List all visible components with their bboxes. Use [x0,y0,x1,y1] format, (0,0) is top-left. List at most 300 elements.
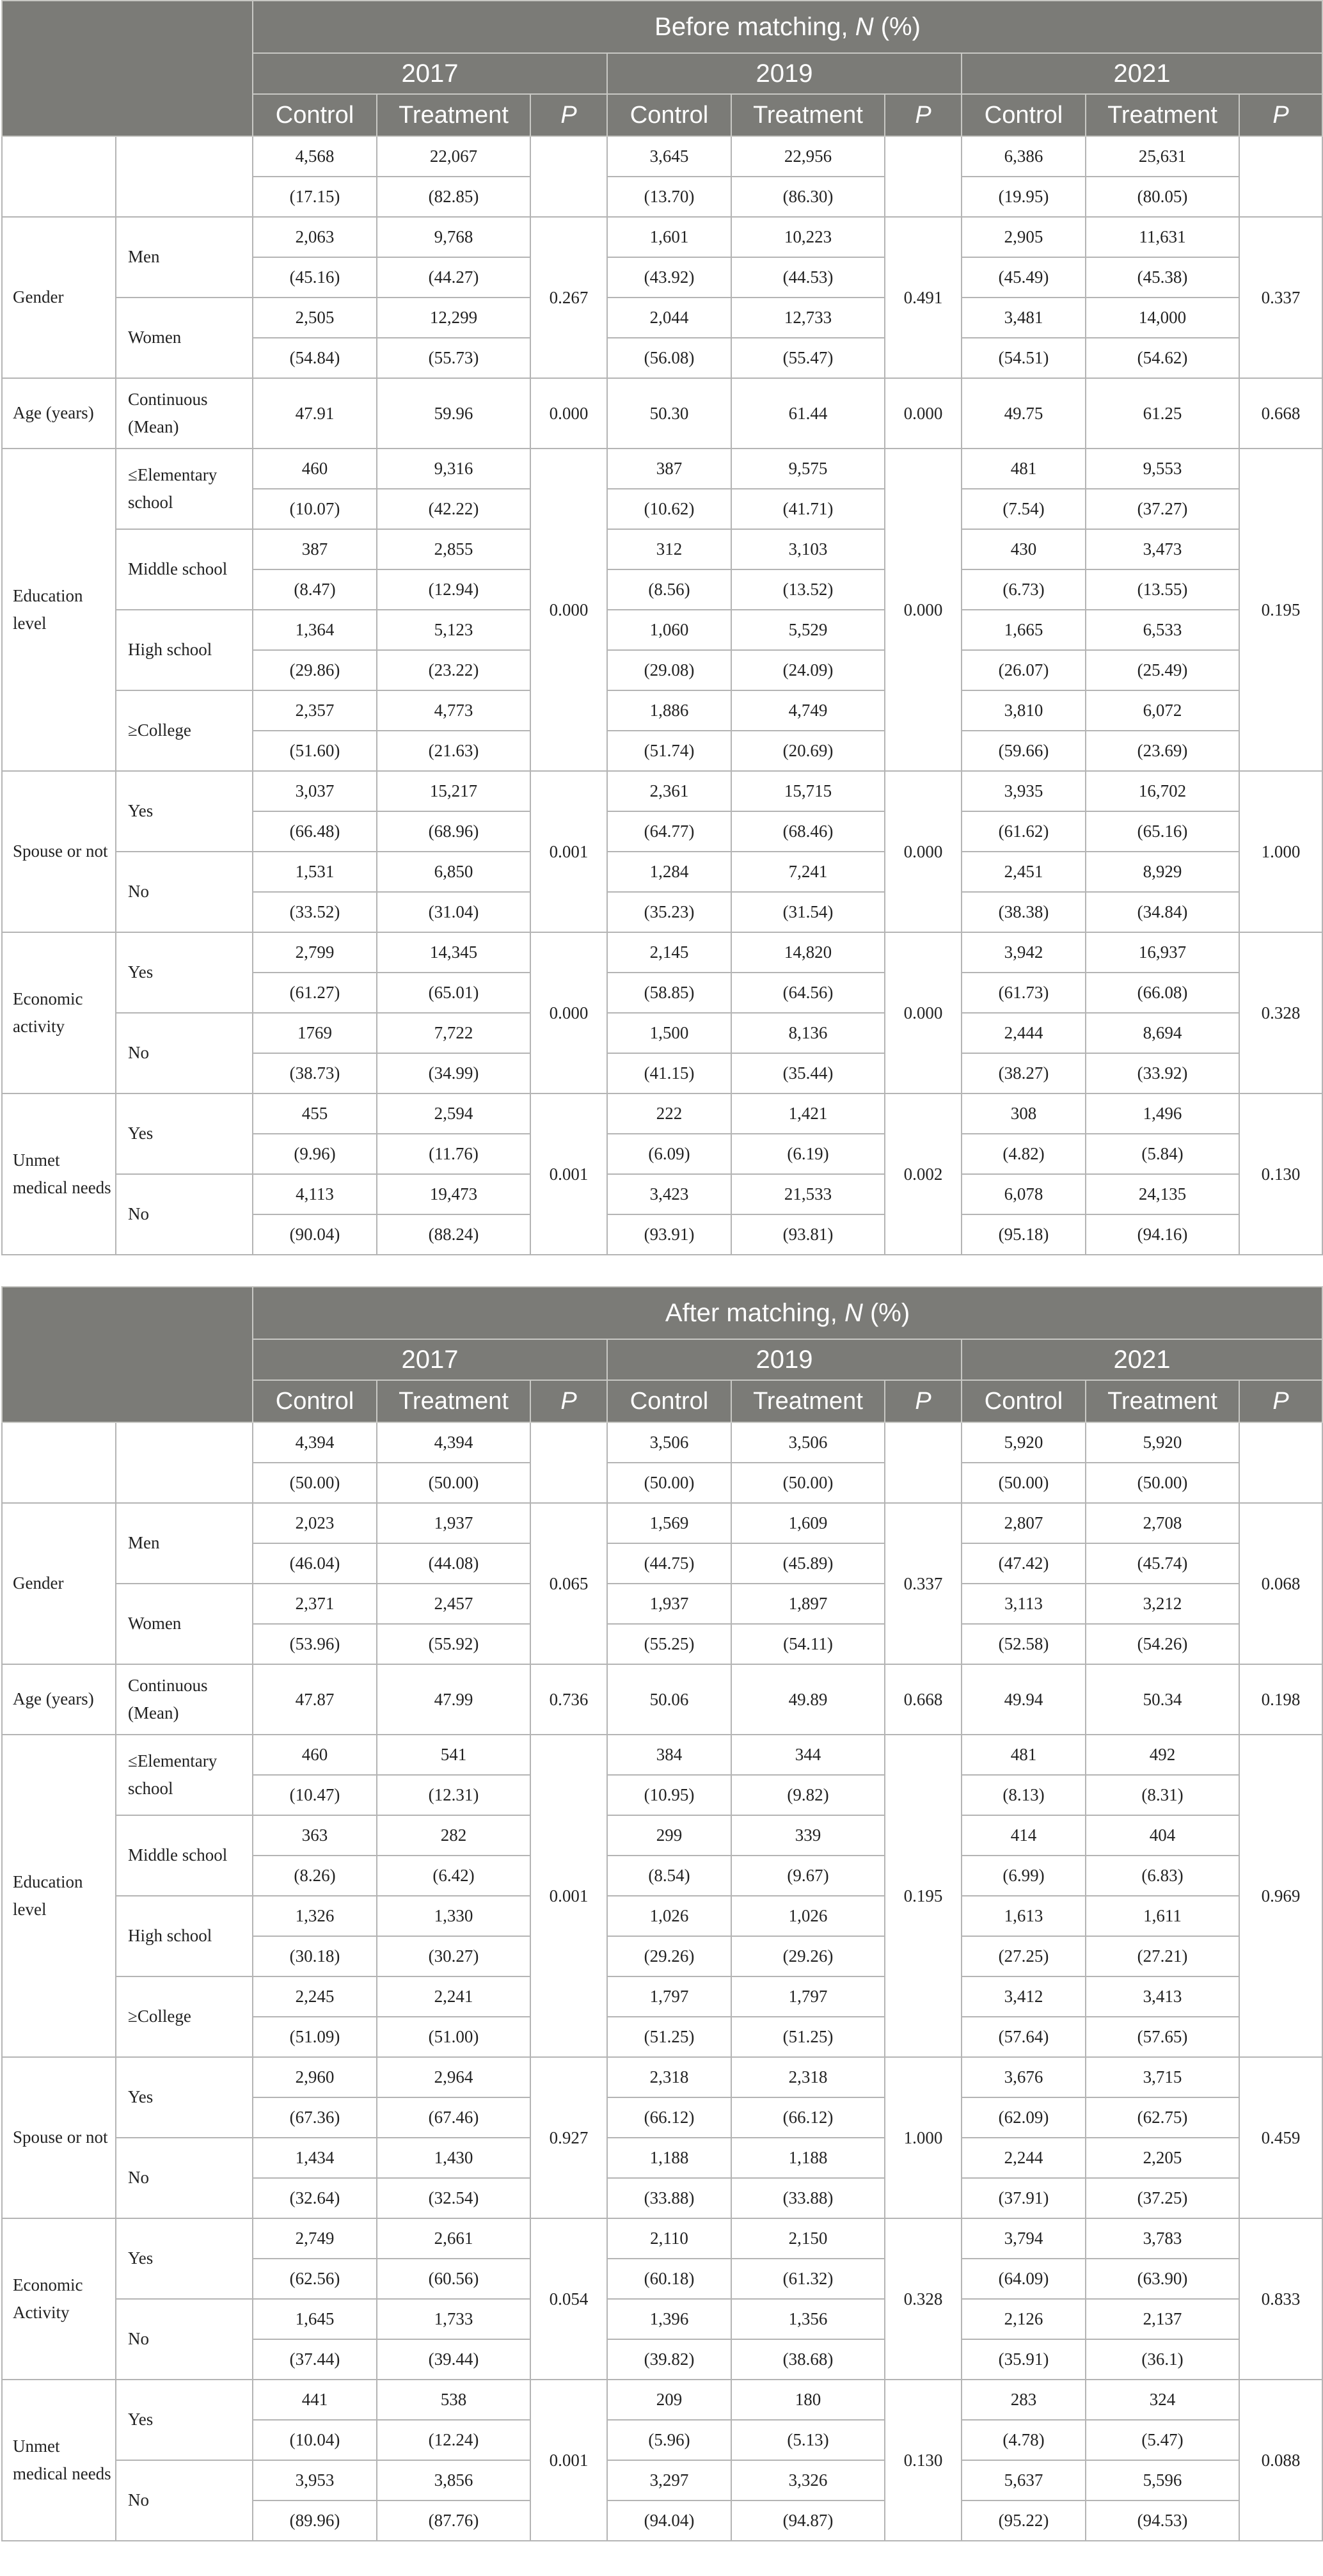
table-cell: (35.23) [607,892,731,932]
subcategory-label: Yes [116,2380,253,2460]
table-cell: 3,212 [1086,1584,1239,1624]
table-cell: 61.25 [1086,378,1239,449]
table-cell: (34.84) [1086,892,1239,932]
table-cell: (59.66) [962,731,1086,771]
table-cell: (51.25) [731,2017,885,2057]
table-cell: 460 [253,449,377,489]
table-cell: 2,241 [377,1976,530,2017]
table-cell: (65.01) [377,973,530,1013]
table-cell: 12,299 [377,298,530,338]
table-cell: (29.08) [607,650,731,690]
table-cell: 22,956 [731,136,885,177]
table-cell: (51.00) [377,2017,530,2057]
total-p-blank [885,1422,962,1503]
table-cell: 12,733 [731,298,885,338]
p-value: 0.969 [1239,1735,1322,2057]
control-header: Control [607,1380,731,1422]
table-cell: 5,637 [962,2460,1086,2500]
table-cell: 3,676 [962,2057,1086,2097]
table-cell: 3,856 [377,2460,530,2500]
table-cell: 2,960 [253,2057,377,2097]
table-cell: (51.09) [253,2017,377,2057]
table-cell: 19,473 [377,1174,530,1214]
table-cell: 15,217 [377,771,530,811]
table-cell: 1,430 [377,2138,530,2178]
table-cell: (17.15) [253,177,377,217]
table-cell: 3,297 [607,2460,731,2500]
table-cell: 2,594 [377,1093,530,1134]
subcategory-label: Yes [116,1093,253,1174]
p-value: 0.001 [530,1735,607,2057]
table-cell: 50.06 [607,1664,731,1735]
table-cell: (6.19) [731,1134,885,1174]
p-header-text: P [1272,101,1289,129]
p-value: 0.491 [885,217,962,378]
table-cell: (30.18) [253,1936,377,1976]
table-cell: (67.36) [253,2097,377,2138]
table-cell: 2,205 [1086,2138,1239,2178]
table-cell: 2,457 [377,1584,530,1624]
p-value: 0.833 [1239,2218,1322,2380]
table-cell: 3,810 [962,690,1086,731]
section-label: Gender [2,1503,116,1664]
table-cell: 6,078 [962,1174,1086,1214]
table-cell: 460 [253,1735,377,1775]
table-cell: 324 [1086,2380,1239,2420]
table-cell: (6.42) [377,1856,530,1896]
table-cell: (5.84) [1086,1134,1239,1174]
table-cell: (80.05) [1086,177,1239,217]
table-cell: (94.87) [731,2500,885,2541]
table-cell: 5,920 [962,1422,1086,1463]
table-cell: 3,942 [962,932,1086,973]
table-cell: 2,023 [253,1503,377,1543]
table-cell: 2,318 [731,2057,885,2097]
control-header: Control [253,1380,377,1422]
table-cell: 14,000 [1086,298,1239,338]
table-cell: 344 [731,1735,885,1775]
table-cell: 2,799 [253,932,377,973]
table-cell: 2,137 [1086,2299,1239,2339]
table-cell: 384 [607,1735,731,1775]
table-cell: 7,241 [731,852,885,892]
subcategory-label: ≤Elementary school [116,449,253,529]
table-cell: 24,135 [1086,1174,1239,1214]
table-cell: (10.47) [253,1775,377,1815]
table-cell: (86.30) [731,177,885,217]
section-label: Spouse or not [2,2057,116,2218]
table-cell: (55.47) [731,338,885,378]
table-cell: (37.25) [1086,2178,1239,2218]
year-header: 2021 [962,53,1322,94]
table-cell: 1,937 [607,1584,731,1624]
subcategory-label: No [116,1174,253,1255]
table-cell: 2,505 [253,298,377,338]
control-header: Control [962,94,1086,136]
table-cell: (94.16) [1086,1214,1239,1255]
table-cell: 3,037 [253,771,377,811]
table-cell: (87.76) [377,2500,530,2541]
table-cell: 1,797 [607,1976,731,2017]
table-cell: (66.08) [1086,973,1239,1013]
subcategory-label: High school [116,610,253,690]
table-cell: 1,396 [607,2299,731,2339]
table-cell: (57.65) [1086,2017,1239,2057]
after-matching-table [1,1286,1323,2541]
p-value: 0.000 [530,932,607,1093]
table-cell: (38.38) [962,892,1086,932]
table-cell: 492 [1086,1735,1239,1775]
table-cell: (44.53) [731,257,885,298]
table-cell: (12.31) [377,1775,530,1815]
p-value: 0.000 [885,449,962,771]
age-sub-label: Continuous (Mean) [116,1664,253,1735]
table-cell: 4,394 [253,1422,377,1463]
p-value: 0.337 [885,1503,962,1664]
p-value: 0.000 [530,449,607,771]
table-cell: (62.75) [1086,2097,1239,2138]
table-cell: (19.95) [962,177,1086,217]
table-cell: 1,937 [377,1503,530,1543]
table-cell: 1,330 [377,1896,530,1936]
table-cell: (33.92) [1086,1053,1239,1093]
table-cell: (60.56) [377,2259,530,2299]
subcategory-label: Yes [116,932,253,1013]
table-cell: 6,533 [1086,610,1239,650]
table-cell: (12.24) [377,2420,530,2460]
p-value: 0.927 [530,2057,607,2218]
table-cell: (88.24) [377,1214,530,1255]
table-cell: (39.82) [607,2339,731,2380]
table-cell: (94.53) [1086,2500,1239,2541]
subcategory-label: ≥College [116,690,253,771]
treatment-header: Treatment [377,1380,530,1422]
total-sub-blank [116,1422,253,1503]
table-cell: (64.77) [607,811,731,852]
age-label: Age (years) [2,1664,116,1735]
table-cell: (38.68) [731,2339,885,2380]
title-pct: (%) [869,1298,910,1327]
table-cell: (82.85) [377,177,530,217]
table-cell: (55.92) [377,1624,530,1664]
table-cell: (32.54) [377,2178,530,2218]
table-cell: 2,244 [962,2138,1086,2178]
subcategory-label: Yes [116,771,253,852]
subcategory-label: ≤Elementary school [116,1735,253,1815]
table-cell: 1,421 [731,1093,885,1134]
table-cell: (26.07) [962,650,1086,690]
table-cell: (94.04) [607,2500,731,2541]
table-cell: 3,473 [1086,529,1239,569]
table-cell: (58.85) [607,973,731,1013]
table-cell: 441 [253,2380,377,2420]
section-label: Gender [2,217,116,378]
table-cell: (54.62) [1086,338,1239,378]
total-p-blank [885,136,962,217]
total-label-blank [2,136,116,217]
table-cell: (36.1) [1086,2339,1239,2380]
total-p-blank [530,136,607,217]
age-sub-label: Continuous (Mean) [116,378,253,449]
table-cell: (68.96) [377,811,530,852]
p-value: 0.065 [530,1503,607,1664]
table-cell: (67.46) [377,2097,530,2138]
table-cell: 8,694 [1086,1013,1239,1053]
table-cell: 1,886 [607,690,731,731]
section-label: Unmet medical needs [2,1093,116,1255]
table-cell: 0.736 [530,1664,607,1735]
table-cell: (34.99) [377,1053,530,1093]
table-cell: 2,708 [1086,1503,1239,1543]
table-cell: (50.00) [253,1463,377,1503]
table-cell: 2,444 [962,1013,1086,1053]
table-cell: 414 [962,1815,1086,1856]
subcategory-label: ≥College [116,1976,253,2057]
table-cell: (45.89) [731,1543,885,1584]
section-label: Education level [2,1735,116,2057]
table-cell: 1769 [253,1013,377,1053]
table-cell: 339 [731,1815,885,1856]
table-cell: 1,284 [607,852,731,892]
table-cell: (8.31) [1086,1775,1239,1815]
p-value: 0.002 [885,1093,962,1255]
title-pct: (%) [880,12,921,41]
table-cell: (4.82) [962,1134,1086,1174]
table-cell: 308 [962,1093,1086,1134]
table-cell: (32.64) [253,2178,377,2218]
table-cell: (37.91) [962,2178,1086,2218]
table-cell: 6,072 [1086,690,1239,731]
table-cell: (35.44) [731,1053,885,1093]
table-cell: (61.27) [253,973,377,1013]
table-cell: 0.000 [885,378,962,449]
table-cell: 387 [607,449,731,489]
treatment-header: Treatment [1086,94,1239,136]
table-cell: (8.54) [607,1856,731,1896]
section-label: Economic Activity [2,2218,116,2380]
age-label: Age (years) [2,378,116,449]
table-cell: (95.22) [962,2500,1086,2541]
table-cell: (50.00) [962,1463,1086,1503]
table-cell: (60.18) [607,2259,731,2299]
table-cell: 2,905 [962,217,1086,257]
table-cell: (93.91) [607,1214,731,1255]
table-cell: 5,920 [1086,1422,1239,1463]
table-cell: 6,850 [377,852,530,892]
total-sub-blank [116,136,253,217]
table-cell: (39.44) [377,2339,530,2380]
table-cell: 2,451 [962,852,1086,892]
table-cell: (51.25) [607,2017,731,2057]
table-cell: (90.04) [253,1214,377,1255]
table-cell: 1,364 [253,610,377,650]
table-cell: (8.26) [253,1856,377,1896]
table-cell: 2,807 [962,1503,1086,1543]
treatment-header: Treatment [731,1380,885,1422]
table-cell: 363 [253,1815,377,1856]
table-cell: 11,631 [1086,217,1239,257]
table-cell: (29.26) [607,1936,731,1976]
table-cell: (46.04) [253,1543,377,1584]
title-n: N [844,1298,863,1327]
table-cell: 14,345 [377,932,530,973]
table-cell: (38.73) [253,1053,377,1093]
p-header [1239,94,1322,136]
p-header-text: P [915,1387,931,1415]
table-cell: 404 [1086,1815,1239,1856]
table-cell: (51.60) [253,731,377,771]
table-cell: 3,326 [731,2460,885,2500]
table-cell: (7.54) [962,489,1086,529]
year-header: 2019 [607,53,962,94]
p-value: 0.068 [1239,1503,1322,1664]
table-cell: (52.58) [962,1624,1086,1664]
year-header: 2021 [962,1339,1322,1380]
table-cell: 7,722 [377,1013,530,1053]
p-header-text: P [915,101,931,129]
table-cell: 2,145 [607,932,731,973]
table-cell: (93.81) [731,1214,885,1255]
table-cell: (45.38) [1086,257,1239,298]
table-cell: 3,481 [962,298,1086,338]
table-cell: 9,768 [377,217,530,257]
table-cell: (41.15) [607,1053,731,1093]
p-value: 1.000 [1239,771,1322,932]
table-cell: 0.000 [530,378,607,449]
table-cell: 2,318 [607,2057,731,2097]
subcategory-label: High school [116,1896,253,1976]
title-n: N [855,12,874,41]
table-cell: (10.07) [253,489,377,529]
table-cell: 3,953 [253,2460,377,2500]
table-cell: (9.82) [731,1775,885,1815]
table-cell: 1,797 [731,1976,885,2017]
table-cell: (47.42) [962,1543,1086,1584]
table-cell: 2,063 [253,217,377,257]
table-cell: 10,223 [731,217,885,257]
subcategory-label: Yes [116,2057,253,2138]
table-cell: 4,394 [377,1422,530,1463]
table-cell: (44.08) [377,1543,530,1584]
table-cell: 1,531 [253,852,377,892]
p-header [1239,1380,1322,1422]
table-cell: (20.69) [731,731,885,771]
table-cell: (10.95) [607,1775,731,1815]
subcategory-label: Yes [116,2218,253,2299]
table-cell: (33.52) [253,892,377,932]
table-cell: 3,423 [607,1174,731,1214]
table-cell: (11.76) [377,1134,530,1174]
p-header-text: P [560,1387,577,1415]
p-value: 0.001 [530,1093,607,1255]
table-cell: 2,357 [253,690,377,731]
table-cell: (6.09) [607,1134,731,1174]
treatment-header: Treatment [1086,1380,1239,1422]
table-cell: (45.49) [962,257,1086,298]
table-cell: 0.668 [885,1664,962,1735]
section-label: Education level [2,449,116,771]
table-cell: 2,044 [607,298,731,338]
treatment-header: Treatment [731,94,885,136]
table-cell: 2,661 [377,2218,530,2259]
table-cell: (50.00) [731,1463,885,1503]
table-cell: (50.00) [607,1463,731,1503]
table-cell: 1,026 [731,1896,885,1936]
table-cell: (13.55) [1086,569,1239,610]
table-cell: 387 [253,529,377,569]
p-header-text: P [560,101,577,129]
total-p-blank [1239,1422,1322,1503]
table-cell: 5,596 [1086,2460,1239,2500]
table-cell: (62.56) [253,2259,377,2299]
table-cell: 430 [962,529,1086,569]
table-cell: 16,702 [1086,771,1239,811]
table-cell: (5.96) [607,2420,731,2460]
section-label: Spouse or not [2,771,116,932]
table-cell: (6.73) [962,569,1086,610]
p-value: 0.459 [1239,2057,1322,2218]
p-value: 0.328 [1239,932,1322,1093]
table-cell: 1,609 [731,1503,885,1543]
p-value: 0.267 [530,217,607,378]
table-cell: 1,326 [253,1896,377,1936]
table-cell: (61.62) [962,811,1086,852]
table-cell: 3,413 [1086,1976,1239,2017]
table-cell: (29.86) [253,650,377,690]
table-cell: 1,569 [607,1503,731,1543]
table-cell: 49.89 [731,1664,885,1735]
subcategory-label: No [116,2299,253,2380]
table-cell: (45.74) [1086,1543,1239,1584]
table-cell: 2,110 [607,2218,731,2259]
title-text: Before matching, [654,12,848,41]
year-header: 2017 [253,1339,607,1380]
p-value: 0.337 [1239,217,1322,378]
p-value: 0.000 [885,771,962,932]
table-cell: (66.12) [731,2097,885,2138]
table-cell: (27.21) [1086,1936,1239,1976]
table-cell: (33.88) [607,2178,731,2218]
table-cell: 1,601 [607,217,731,257]
table-cell: (54.51) [962,338,1086,378]
year-header: 2019 [607,1339,962,1380]
table-cell: 222 [607,1093,731,1134]
table-cell: (21.63) [377,731,530,771]
table-cell: (24.09) [731,650,885,690]
table-cell: (54.26) [1086,1624,1239,1664]
table-cell: (54.84) [253,338,377,378]
table-cell: (31.54) [731,892,885,932]
table-cell: 1,897 [731,1584,885,1624]
table-cell: 9,575 [731,449,885,489]
p-header [530,1380,607,1422]
table-cell: 49.94 [962,1664,1086,1735]
table-cell: (64.56) [731,973,885,1013]
table-cell: (6.83) [1086,1856,1239,1896]
subcategory-label: No [116,2138,253,2218]
table-cell: 47.87 [253,1664,377,1735]
subcategory-label: No [116,1013,253,1093]
table-cell: (44.75) [607,1543,731,1584]
table-cell: (30.27) [377,1936,530,1976]
subcategory-label: Men [116,217,253,298]
table-cell: (66.12) [607,2097,731,2138]
table-cell: (25.49) [1086,650,1239,690]
table-cell: 1,733 [377,2299,530,2339]
table-cell: (13.70) [607,177,731,217]
table-cell: (6.99) [962,1856,1086,1896]
table-cell: 3,645 [607,136,731,177]
